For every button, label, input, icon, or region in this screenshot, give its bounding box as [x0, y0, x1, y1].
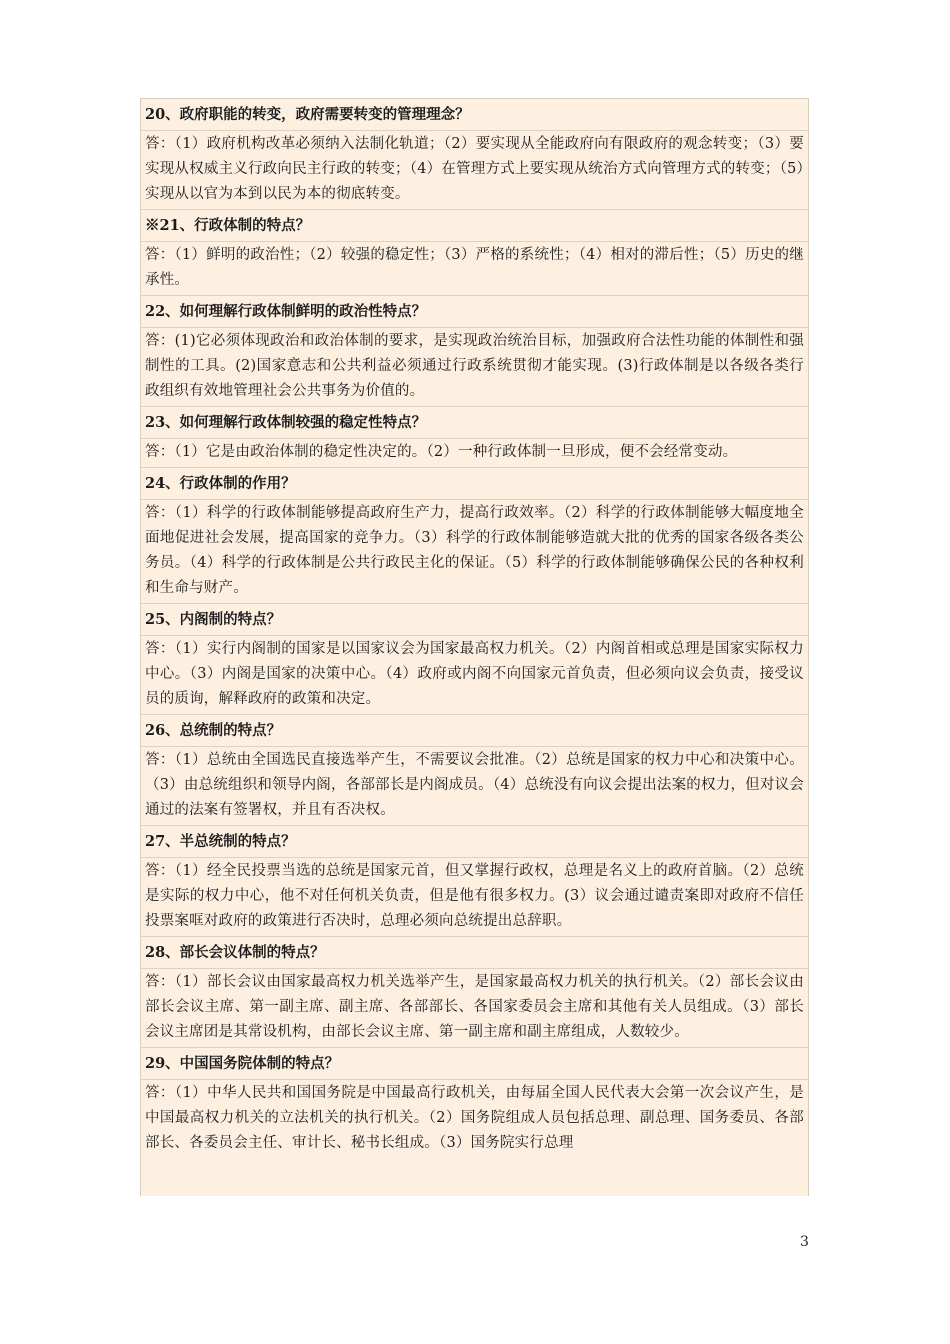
answer-block-27	[141, 858, 808, 937]
answer-block-28	[141, 969, 808, 1048]
answer-text: 答：（1）总统由全国选民直接选举产生，不需要议会批准。（2）总统是国家的权力中心和决策中心。（3）由总统组织和领导内阁，各部部长是内阁成员。（4）总统没有向议会提出法案的权力，但对议会通过的法案有签署权，并且有否决权。	[145, 752, 804, 818]
answer-text: 答：（1）鲜明的政治性；（2）较强的稳定性；（3）严格的系统性；（4）相对的滞后性；（5）历史的继承性。	[145, 247, 804, 288]
question-heading: 24、行政体制的作用？	[145, 475, 296, 492]
qa-block-29	[141, 1048, 808, 1080]
question-heading: 22、如何理解行政体制鲜明的政治性特点？	[145, 303, 427, 320]
answer-block-29	[141, 1080, 808, 1158]
question-heading: 23、如何理解行政体制较强的稳定性特点？	[145, 414, 427, 431]
question-heading: 20、政府职能的转变，政府需要转变的管理理念？	[145, 106, 470, 123]
answer-block-21	[141, 242, 808, 296]
answer-block-25	[141, 636, 808, 715]
qa-block-27	[141, 826, 808, 858]
qa-block-20	[141, 99, 808, 131]
answer-text: 答：（1）政府机构改革必须纳入法制化轨道；（2）要实现从全能政府向有限政府的观念转变；（3）要实现从权威主义行政向民主行政的转变；（4）在管理方式上要实现从统治方式向管理方式的转变；（5）实现从以官为本到以民为本的彻底转变。	[145, 136, 804, 202]
qa-block-21	[141, 210, 808, 242]
answer-block-23	[141, 439, 808, 468]
answer-text: 答：（1）科学的行政体制能够提高政府生产力，提高行政效率。（2）科学的行政体制能够大幅度地全面地促进社会发展，提高国家的竞争力。（3）科学的行政体制能够造就大批的优秀的国家各级各类公务员。（4）科学的行政体制是公共行政民主化的保证。（5）科学的行政体制能够确保公民的各种权利和生命与财产。	[145, 505, 804, 596]
answer-block-24	[141, 500, 808, 604]
answer-text: 答：（1）中华人民共和国国务院是中国最高行政机关，由每届全国人民代表大会第一次会议产生，是中国最高权力机关的立法机关的执行机关。（2）国务院组成人员包括总理、副总理、国务委员、各部部长、各委员会主任、审计长、秘书长组成。（3）国务院实行总理	[145, 1085, 804, 1151]
question-heading: 28、部长会议体制的特点？	[145, 944, 325, 961]
question-heading: ※21、行政体制的特点？	[145, 217, 311, 234]
question-heading: 29、中国国务院体制的特点？	[145, 1055, 340, 1072]
qa-block-25	[141, 604, 808, 636]
answer-text: 答：（1）部长会议由国家最高权力机关选举产生，是国家最高权力机关的执行机关。（2）部长会议由部长会议主席、第一副主席、副主席、各部部长、各国家委员会主席和其他有关人员组成。（3）部长会议主席团是其常设机构，由部长会议主席、第一副主席和副主席组成，人数较少。	[145, 974, 804, 1040]
answer-text: 答：（1）经全民投票当选的总统是国家元首，但又掌握行政权，总理是名义上的政府首脑。（2）总统是实际的权力中心，他不对任何机关负责，但是他有很多权力。(3）议会通过谴责案即对政府不信任投票案哐对政府的政策进行否决时，总理必须向总统提出总辞职。	[145, 863, 804, 929]
answer-block-26	[141, 747, 808, 826]
qa-block-24	[141, 468, 808, 500]
question-heading: 27、半总统制的特点？	[145, 833, 296, 850]
answer-block-20	[141, 131, 808, 210]
question-heading: 25、内阁制的特点？	[145, 611, 282, 628]
question-heading: 26、总统制的特点？	[145, 722, 282, 739]
page-number: 3	[800, 1234, 809, 1250]
qa-block-26	[141, 715, 808, 747]
qa-block-22	[141, 296, 808, 328]
answer-text: 答：（1）它是由政治体制的稳定性决定的。（2）一种行政体制一旦形成，便不会经常变动。	[145, 444, 738, 460]
qa-block-28	[141, 937, 808, 969]
answer-text: 答：(1)它必须体现政治和政治体制的要求，是实现政治统治目标，加强政府合法性功能的体制性和强制性的工具。(2)国家意志和公共利益必须通过行政系统贯彻才能实现。(3)行政体制是以各级各类行政组织有效地管理社会公共事务为价值的。	[145, 333, 804, 399]
answer-block-22	[141, 328, 808, 407]
answer-text: 答：（1）实行内阁制的国家是以国家议会为国家最高权力机关。（2）内阁首相或总理是国家实际权力中心。（3）内阁是国家的决策中心。（4）政府或内阁不向国家元首负责，但必须向议会负责，接受议员的质询，解释政府的政策和决定。	[145, 641, 804, 707]
qa-content-box	[140, 98, 809, 1196]
qa-block-23	[141, 407, 808, 439]
